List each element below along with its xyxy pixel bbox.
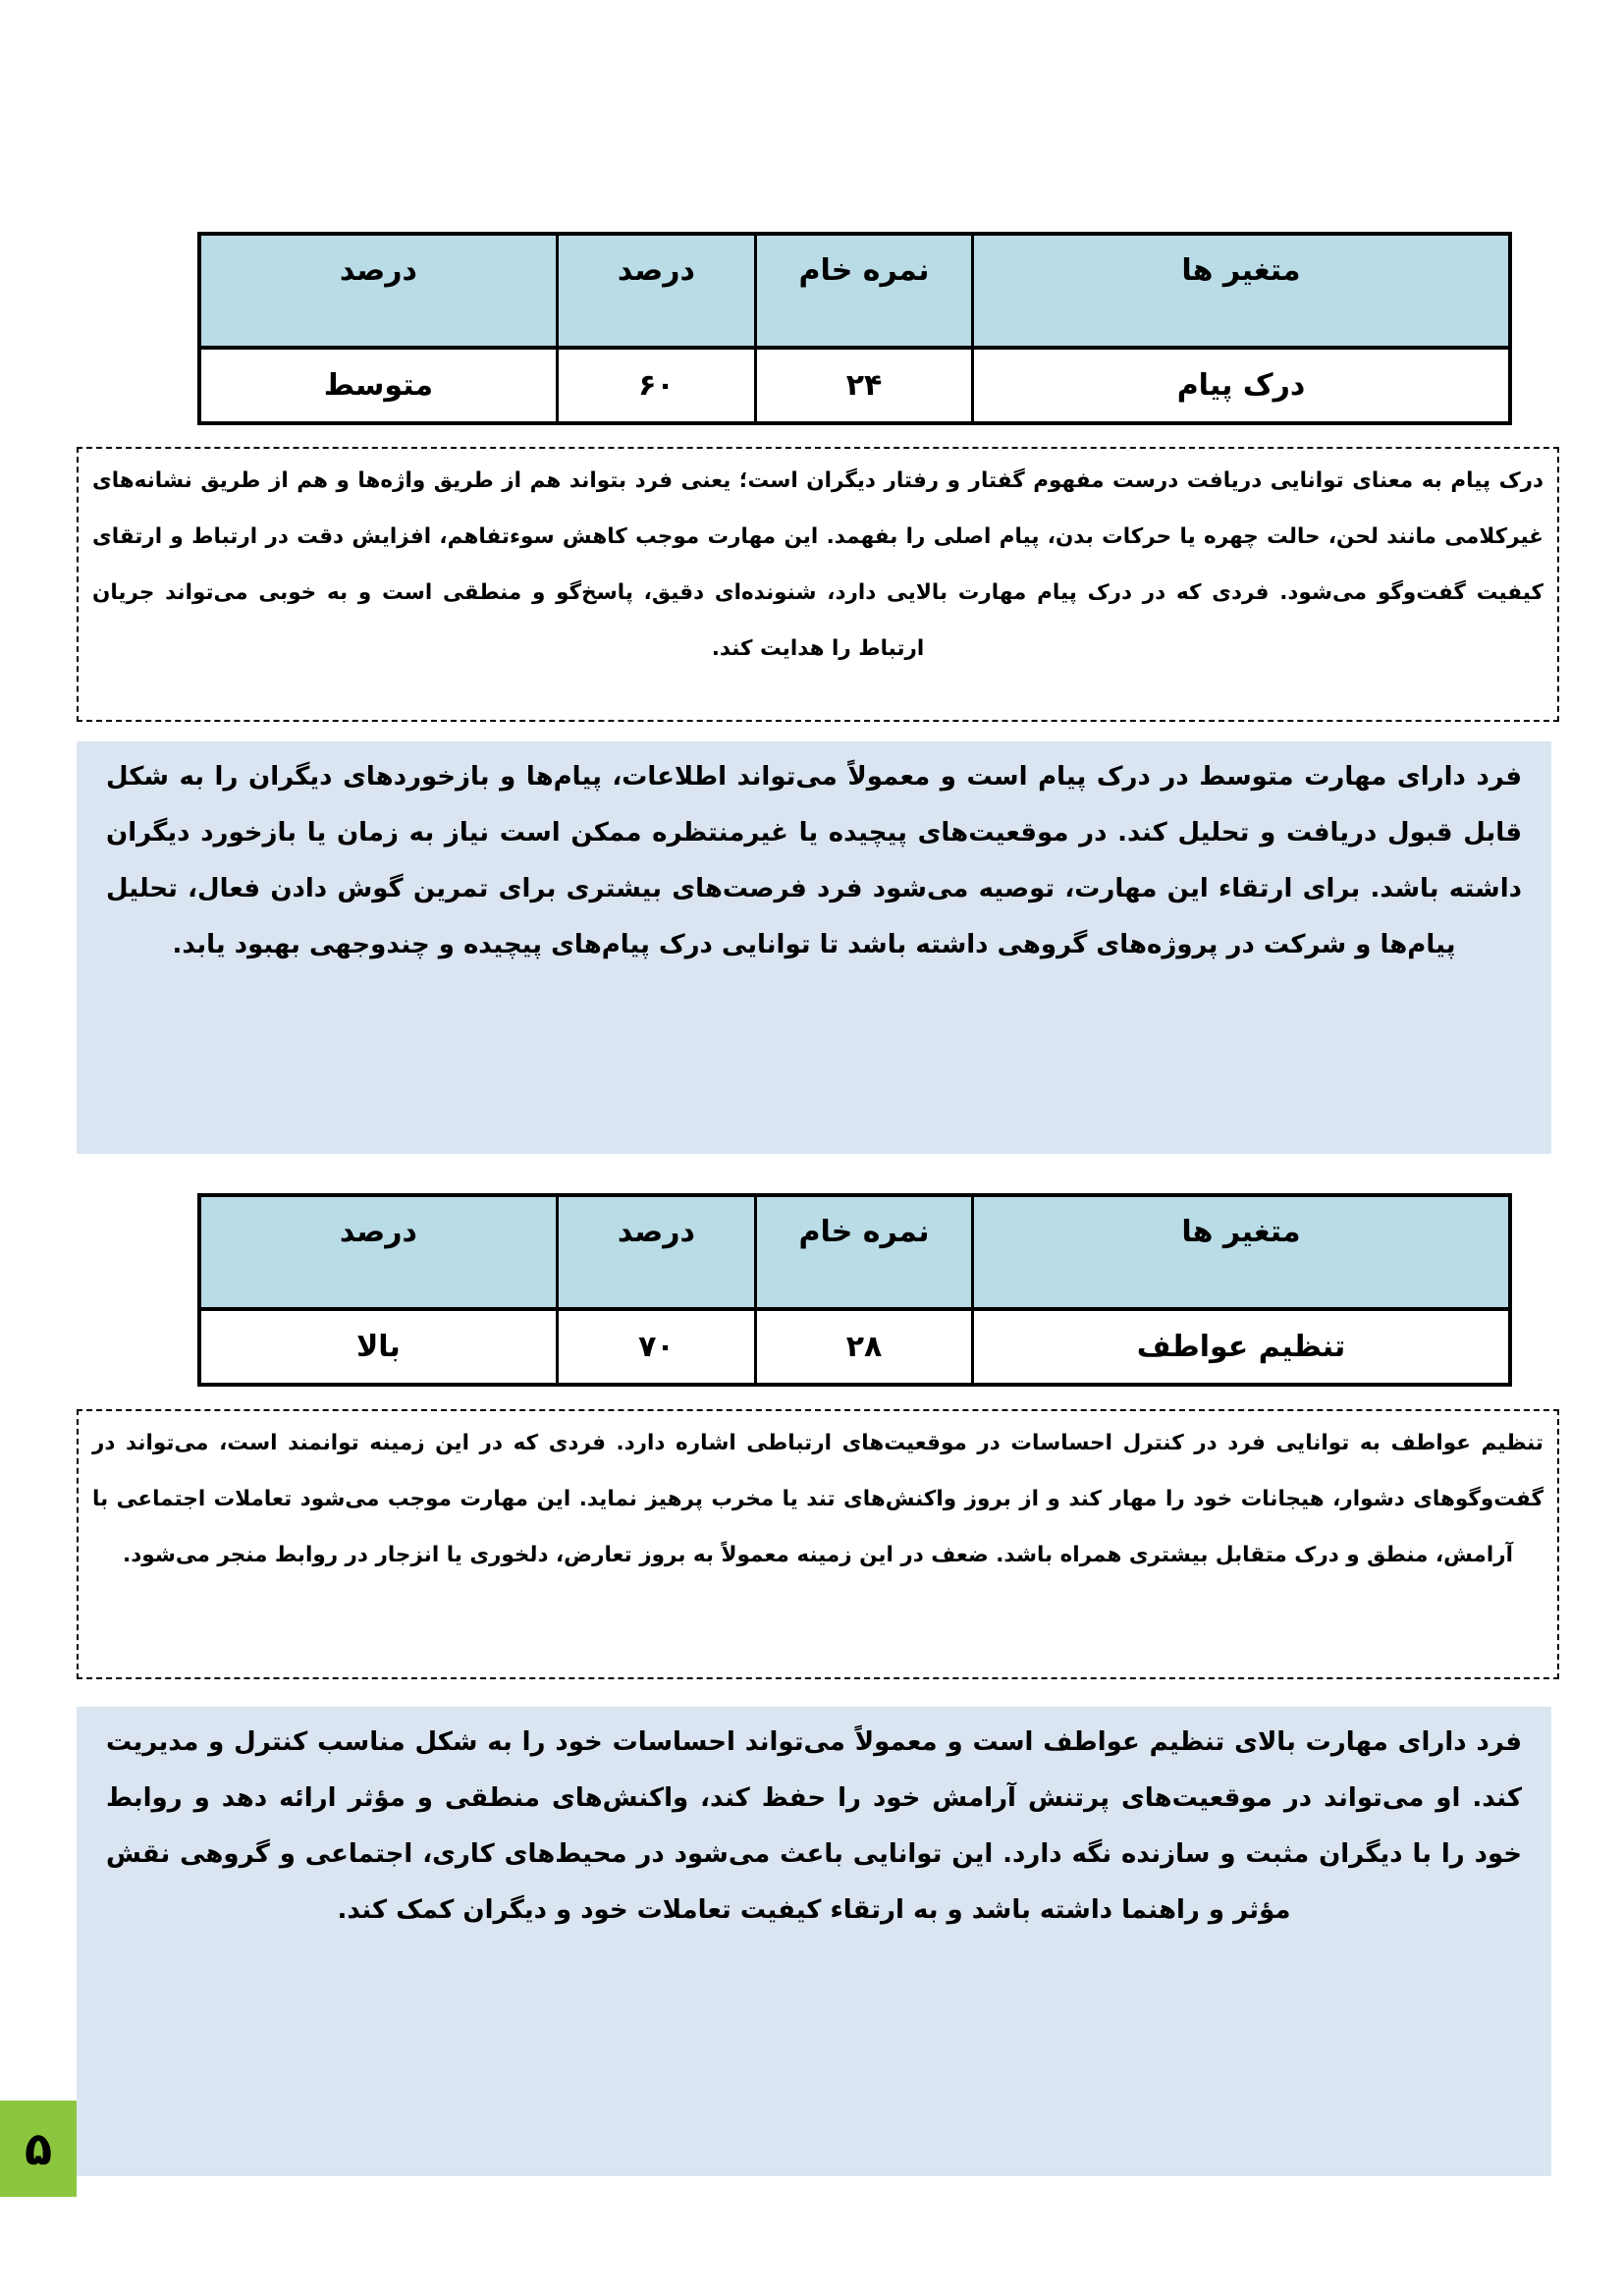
cell-percent: ۶۰ — [556, 350, 754, 421]
definition-box-message-comprehension — [77, 447, 1559, 722]
column-header-variables: متغیر ها — [971, 1197, 1508, 1307]
column-header-percent: درصد — [556, 1197, 754, 1307]
score-table-message-comprehension — [197, 232, 1512, 425]
table-row — [201, 350, 1508, 421]
definition-box-emotion-regulation — [77, 1409, 1559, 1679]
cell-variable-name: درک پیام — [971, 350, 1508, 421]
column-header-percent-level: درصد — [201, 1197, 556, 1307]
definition-text-message-comprehension: درک پیام به معنای توانایی دریافت درست مفهوم گفتار و رفتار دیگران است؛ یعنی فرد بتواند هم از طریق واژه‌ها و هم از طریق نشانه‌های غیرکلامی مانند لحن، حالت چهره یا حرکات بدن، پیام اصلی را بفهمد. این مهارت موجب کاهش سوءتفاهم، افزایش دقت در ارتباط و ارتقای کیفیت گفت‌وگو می‌شود. فردی که در درک پیام مهارت بالایی دارد، شنونده‌ای دقیق، پاسخ‌گو و منطقی است و به خوبی می‌تواند جریان ارتباط را هدایت کند. — [92, 468, 1543, 661]
table-row — [201, 1311, 1508, 1383]
interpretation-box-emotion-regulation — [77, 1707, 1551, 2176]
interpretation-box-message-comprehension — [77, 741, 1551, 1154]
column-header-raw-score: نمره خام — [754, 236, 971, 346]
page-number-badge — [0, 2101, 77, 2197]
cell-variable-name: تنظیم عواطف — [971, 1311, 1508, 1383]
cell-percent: ۷۰ — [556, 1311, 754, 1383]
page-number: ۵ — [24, 2122, 53, 2175]
table-header-row — [201, 1197, 1508, 1311]
definition-text-emotion-regulation: تنظیم عواطف به توانایی فرد در کنترل احساسات در موقعیت‌های ارتباطی اشاره دارد. فردی که در این زمینه توانمند است، می‌تواند در گفت‌وگوهای دشوار، هیجانات خود را مهار کند و از بروز واکنش‌های تند یا مخرب پرهیز نماید. این مهارت موجب می‌شود تعاملات اجتماعی با آرامش، منطق و درک متقابل بیشتری همراه باشد. ضعف در این زمینه معمولاً به بروز تعارض، دلخوری یا انزجار در روابط منجر می‌شود. — [92, 1431, 1543, 1567]
interpretation-text-emotion-regulation: فرد دارای مهارت بالای تنظیم عواطف است و معمولاً می‌تواند احساسات خود را به شکل مناسب کنترل و مدیریت کند. او می‌تواند در موقعیت‌های پرتنش آرامش خود را حفظ کند، واکنش‌های منطقی و مؤثر ارائه دهد و روابط خود را با دیگران مثبت و سازنده نگه دارد. این توانایی باعث می‌شود در محیط‌های کاری، اجتماعی و گروهی نقش مؤثر و راهنما داشته باشد و به ارتقاء کیفیت تعاملات خود و دیگران کمک کند. — [106, 1727, 1522, 1925]
score-table-emotion-regulation — [197, 1193, 1512, 1387]
cell-level: متوسط — [323, 368, 434, 403]
column-header-percent-level: درصد — [201, 236, 556, 346]
column-header-percent: درصد — [556, 236, 754, 346]
column-header-variables: متغیر ها — [971, 236, 1508, 346]
cell-level: بالا — [355, 1330, 401, 1364]
column-header-raw-score: نمره خام — [754, 1197, 971, 1307]
cell-raw-score: ۲۸ — [754, 1311, 971, 1383]
table-header-row — [201, 236, 1508, 350]
interpretation-text-message-comprehension: فرد دارای مهارت متوسط در درک پیام است و معمولاً می‌تواند اطلاعات، پیام‌ها و بازخوردهای دیگران را به شکل قابل قبول دریافت و تحلیل کند. در موقعیت‌های پیچیده یا غیرمنتظره ممکن است نیاز به زمان یا بازخورد دیگران داشته باشد. برای ارتقاء این مهارت، توصیه می‌شود فرد فرصت‌های بیشتری برای تمرین گوش دادن فعال، تحلیل پیام‌ها و شرکت در پروژه‌های گروهی داشته باشد تا توانایی درک پیام‌های پیچیده و چندوجهی بهبود یابد. — [106, 762, 1522, 959]
cell-raw-score: ۲۴ — [754, 350, 971, 421]
